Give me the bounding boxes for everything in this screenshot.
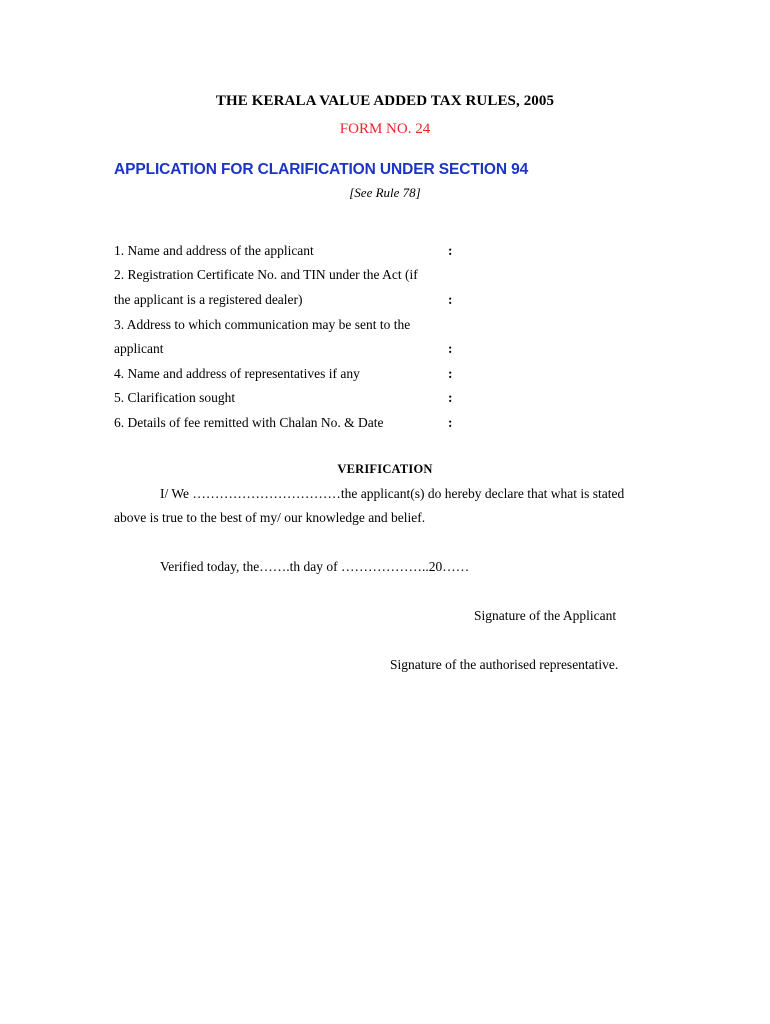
field-5-label: 5. Clarification sought	[114, 390, 236, 405]
field-4-colon: :	[448, 366, 453, 381]
field-5-colon: :	[448, 390, 453, 405]
verified-date-line: Verified today, the…….th day of ………………..20……	[160, 559, 470, 574]
field-4-label: 4. Name and address of representatives if any	[114, 366, 360, 381]
field-2-label-line2: the applicant is a registered dealer)	[114, 292, 303, 307]
field-3-label-line1: 3. Address to which communication may be sent to the	[114, 317, 411, 332]
declaration-line-1: I/ We ……………………………the applicant(s) do hereby declare that what is stated	[160, 486, 625, 501]
field-2-colon: :	[448, 292, 453, 307]
rule-reference: [See Rule 78]	[349, 185, 421, 200]
form-number: FORM NO. 24	[339, 121, 431, 137]
field-3-label-line2: applicant	[114, 341, 164, 356]
applicant-signature-label: Signature of the Applicant	[474, 608, 617, 623]
document-title: THE KERALA VALUE ADDED TAX RULES, 2005	[215, 93, 555, 109]
field-1-label: 1. Name and address of the applicant	[114, 243, 314, 258]
field-3-colon: :	[448, 341, 453, 356]
field-2-label-line1: 2. Registration Certificate No. and TIN under the Act (if	[114, 267, 418, 282]
field-6-colon: :	[448, 415, 453, 430]
application-title: APPLICATION FOR CLARIFICATION UNDER SECTION 94	[114, 161, 529, 178]
field-6-label: 6. Details of fee remitted with Chalan No. & Date	[114, 415, 384, 430]
verification-heading: VERIFICATION	[337, 462, 433, 476]
declaration-line-2: above is true to the best of my/ our knowledge and belief.	[114, 510, 426, 525]
field-1-colon: :	[448, 243, 453, 258]
representative-signature-label: Signature of the authorised representative.	[390, 657, 619, 672]
